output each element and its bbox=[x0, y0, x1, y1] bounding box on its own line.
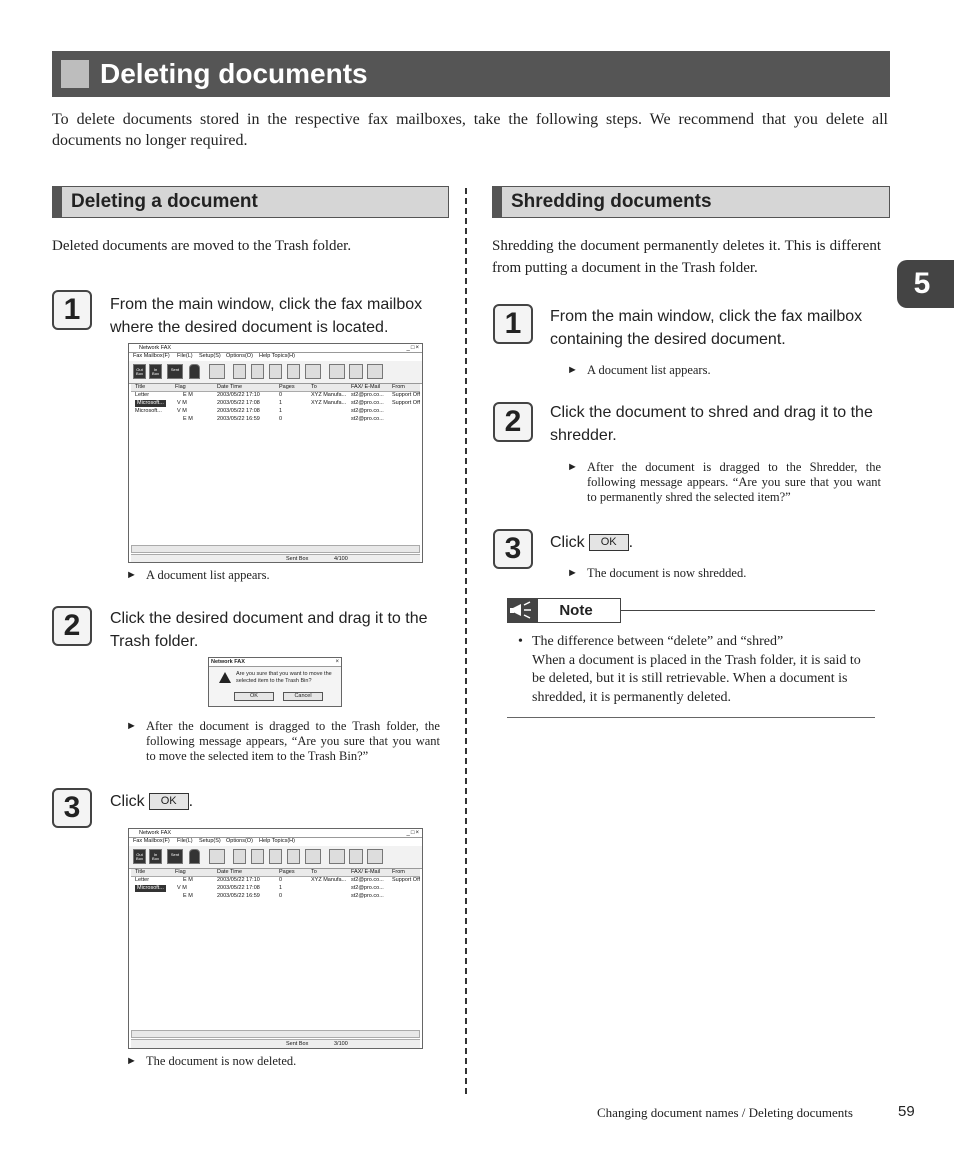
outbox-icon bbox=[133, 364, 146, 379]
horizontal-scrollbar bbox=[131, 545, 420, 553]
cell: st2@pro.co... bbox=[351, 877, 384, 883]
status-folder: Sent Box bbox=[286, 556, 309, 562]
note-bullet-body: When a document is placed in the Trash folder, it is said to be deleted, but it is still retrievable. When a document is shredded, it is permanently deleted. bbox=[532, 652, 861, 705]
trash-icon bbox=[189, 364, 200, 379]
section-heading-text: Deleting a document bbox=[71, 191, 258, 212]
page-number: 59 bbox=[898, 1103, 915, 1120]
view-icon bbox=[233, 849, 246, 864]
step-result bbox=[567, 566, 881, 582]
column-header: Date Time bbox=[217, 384, 243, 390]
cell: st2@pro.co... bbox=[351, 885, 384, 891]
cell: Microsoft... bbox=[137, 885, 164, 891]
megaphone-icon bbox=[507, 598, 537, 623]
shredder-icon bbox=[367, 364, 383, 379]
column-header: FAX/ E-Mail bbox=[351, 384, 381, 390]
step-instruction: From the main window, click the fax mailbox containing the desired document. bbox=[550, 308, 863, 348]
cell: E M bbox=[183, 893, 193, 899]
ok-button-image: OK bbox=[149, 793, 189, 810]
table-row bbox=[131, 893, 420, 900]
sent-icon bbox=[167, 364, 183, 379]
trash-icon bbox=[189, 849, 200, 864]
outbox-icon bbox=[133, 849, 146, 864]
table-row bbox=[131, 877, 420, 884]
cell: 2003/05/22 17:08 bbox=[217, 885, 260, 891]
cell: Letter bbox=[135, 877, 150, 883]
footer-text: Changing document names / Deleting documents bbox=[597, 1105, 853, 1120]
cell: 2003/05/22 17:10 bbox=[217, 877, 260, 883]
cell: V M bbox=[177, 400, 187, 406]
table-row bbox=[131, 416, 420, 423]
step-text-end: . bbox=[628, 534, 634, 551]
note-bullet bbox=[518, 633, 870, 707]
step-result bbox=[567, 460, 881, 506]
section-intro: Shredding the document permanently deletes it. This is different from putting a document in the Trash folder. bbox=[492, 238, 881, 276]
address-icon bbox=[349, 364, 363, 379]
menu-item: Options(O) bbox=[226, 353, 253, 359]
envelope-icon bbox=[209, 849, 225, 864]
cell: 0 bbox=[279, 416, 283, 422]
column-header: Title bbox=[135, 869, 146, 875]
result-arrow-icon: ► bbox=[126, 569, 137, 581]
column-header: FAX/ E-Mail bbox=[351, 869, 381, 875]
toolbar bbox=[129, 361, 422, 384]
inbox-icon bbox=[149, 849, 162, 864]
table-row bbox=[131, 885, 420, 892]
column-header: Date Time bbox=[217, 869, 243, 875]
confirm-dialog bbox=[208, 657, 342, 707]
view-icon bbox=[233, 364, 246, 379]
status-bar bbox=[131, 554, 420, 563]
cell: E M bbox=[183, 877, 193, 883]
warning-icon bbox=[219, 672, 231, 683]
status-count: 4/100 bbox=[334, 556, 348, 562]
step-number: 3 bbox=[52, 788, 92, 828]
forward-icon bbox=[287, 849, 300, 864]
result-arrow-icon: ► bbox=[567, 364, 578, 376]
cell: Letter bbox=[135, 392, 150, 398]
step-result bbox=[126, 568, 444, 584]
step-result bbox=[567, 363, 881, 379]
cell: 0 bbox=[279, 392, 283, 398]
check-icon bbox=[329, 849, 345, 864]
step-number: 2 bbox=[52, 606, 92, 646]
cell: st2@pro.co... bbox=[351, 416, 384, 422]
step-instruction bbox=[550, 531, 882, 554]
step-number: 2 bbox=[493, 402, 533, 442]
menu-item: Help Topics(H) bbox=[259, 838, 295, 844]
result-text: After the document is dragged to the Trash folder, the following message appears, “Are you sure that you want to move the selected item to the Trash Bin?” bbox=[146, 719, 440, 763]
section-heading-bar bbox=[493, 187, 502, 217]
table-row bbox=[131, 408, 420, 415]
result-text: A document list appears. bbox=[587, 363, 711, 377]
step-number: 1 bbox=[52, 290, 92, 330]
status-bar bbox=[131, 1039, 420, 1048]
note-rule bbox=[621, 610, 875, 611]
toolbar-label: In Box bbox=[152, 367, 159, 376]
ok-button-image: OK bbox=[589, 534, 629, 551]
column-header: Flag bbox=[175, 384, 186, 390]
dialog-titlebar bbox=[209, 658, 341, 667]
dialog-title: Network FAX bbox=[211, 659, 245, 665]
menu-bar bbox=[129, 353, 422, 360]
step-result bbox=[126, 719, 440, 765]
section-heading-text: Shredding documents bbox=[511, 191, 712, 212]
section-heading-bar bbox=[53, 187, 62, 217]
result-text: After the document is dragged to the Shredder, the following message appears. “Are you sure that you want to permanently shred the selected item?” bbox=[587, 460, 881, 504]
cell: 2003/05/22 16:59 bbox=[217, 893, 260, 899]
cell: 1 bbox=[279, 408, 283, 414]
cell: st2@pro.co... bbox=[351, 400, 384, 406]
horizontal-scrollbar bbox=[131, 1030, 420, 1038]
result-text: The document is now shredded. bbox=[587, 566, 747, 580]
column-header: Pages bbox=[279, 384, 295, 390]
menu-item: Setup(S) bbox=[199, 838, 221, 844]
dialog-ok-button: OK bbox=[234, 692, 274, 701]
note-body bbox=[518, 633, 870, 707]
sent-icon bbox=[167, 849, 183, 864]
menu-item: Help Topics(H) bbox=[259, 353, 295, 359]
check-icon bbox=[329, 364, 345, 379]
menu-bar bbox=[129, 838, 422, 845]
cell: 1 bbox=[279, 885, 283, 891]
step-text-end: . bbox=[188, 793, 194, 810]
page-title: Deleting documents bbox=[100, 58, 368, 89]
cell: st2@pro.co... bbox=[351, 408, 384, 414]
menu-item: Setup(S) bbox=[199, 353, 221, 359]
column-header: To bbox=[311, 869, 317, 875]
window-titlebar bbox=[129, 829, 422, 838]
note-bottom-rule bbox=[507, 717, 875, 718]
print-icon bbox=[269, 849, 282, 864]
envelope-icon bbox=[209, 364, 225, 379]
title-square-icon bbox=[61, 60, 89, 88]
dialog-message: Are you sure that you want to move the selected item to the Trash Bin? bbox=[236, 671, 332, 684]
chapter-number: 5 bbox=[913, 267, 931, 300]
menu-item: Options(O) bbox=[226, 838, 253, 844]
cell: XYZ Manufa... bbox=[311, 400, 347, 406]
step-instruction: Click the desired document and drag it to the Trash folder. bbox=[110, 610, 428, 650]
list-header bbox=[131, 869, 420, 877]
send-icon bbox=[305, 364, 321, 379]
edit-icon bbox=[251, 849, 264, 864]
cell: E M bbox=[183, 392, 193, 398]
note-bullet-title: The difference between “delete” and “shred” bbox=[532, 634, 784, 649]
section-heading-delete bbox=[52, 186, 449, 218]
shredder-icon bbox=[367, 849, 383, 864]
column-header: From bbox=[392, 869, 405, 875]
column-header: To bbox=[311, 384, 317, 390]
intro-paragraph: To delete documents stored in the respective fax mailboxes, take the following steps. We recommend that you delete all documents no longer required. bbox=[52, 111, 888, 149]
result-text: The document is now deleted. bbox=[146, 1054, 297, 1068]
address-icon bbox=[349, 849, 363, 864]
cell: st2@pro.co... bbox=[351, 392, 384, 398]
print-icon bbox=[269, 364, 282, 379]
toolbar-label: Out Box bbox=[136, 852, 143, 861]
toolbar bbox=[129, 846, 422, 869]
step-number: 1 bbox=[493, 304, 533, 344]
cell: V M bbox=[177, 408, 187, 414]
cell: Microsoft... bbox=[135, 408, 162, 414]
cell: Support Off bbox=[392, 877, 421, 883]
cell: V M bbox=[177, 885, 187, 891]
table-row bbox=[131, 392, 420, 399]
cell: Support Off bbox=[392, 400, 421, 406]
send-icon bbox=[305, 849, 321, 864]
inbox-icon bbox=[149, 364, 162, 379]
cell: 1 bbox=[279, 400, 283, 406]
cell: 2003/05/22 17:08 bbox=[217, 408, 260, 414]
menu-item: File(L) bbox=[177, 838, 193, 844]
toolbar-label: Out Box bbox=[136, 367, 143, 376]
menu-item: File(L) bbox=[177, 353, 193, 359]
step-result bbox=[126, 1054, 444, 1070]
window-title: Network FAX bbox=[139, 830, 172, 836]
section-heading-shred bbox=[492, 186, 890, 218]
window-buttons: _□× bbox=[406, 830, 420, 836]
result-arrow-icon: ► bbox=[567, 461, 578, 473]
column-divider bbox=[465, 188, 467, 1094]
column-header: From bbox=[392, 384, 405, 390]
cell: 2003/05/22 17:08 bbox=[217, 400, 260, 406]
toolbar-label: Sent bbox=[170, 367, 180, 372]
section-intro: Deleted documents are moved to the Trash folder. bbox=[52, 238, 352, 254]
app-screenshot bbox=[128, 343, 423, 563]
table-row bbox=[131, 400, 420, 407]
cell: Microsoft... bbox=[137, 400, 164, 406]
step-instruction: Click the document to shred and drag it to the shredder. bbox=[550, 404, 873, 444]
toolbar-label: In Box bbox=[152, 852, 159, 861]
edit-icon bbox=[251, 364, 264, 379]
column-header: Flag bbox=[175, 869, 186, 875]
status-count: 3/100 bbox=[334, 1041, 348, 1047]
result-text: A document list appears. bbox=[146, 568, 270, 582]
menu-item: Fax Mailbox(F) bbox=[133, 353, 170, 359]
result-arrow-icon: ► bbox=[126, 1055, 137, 1067]
toolbar-label: Sent bbox=[170, 852, 180, 857]
window-titlebar bbox=[129, 344, 422, 353]
cell: XYZ Manufa... bbox=[311, 392, 347, 398]
result-arrow-icon: ► bbox=[126, 720, 137, 732]
cell: 2003/05/22 17:10 bbox=[217, 392, 260, 398]
result-arrow-icon: ► bbox=[567, 567, 578, 579]
list-header bbox=[131, 384, 420, 392]
close-icon: × bbox=[335, 659, 339, 665]
cell: E M bbox=[183, 416, 193, 422]
step-text: Click bbox=[550, 534, 585, 551]
step-instruction bbox=[110, 790, 445, 813]
window-title: Network FAX bbox=[139, 345, 172, 351]
cell: 0 bbox=[279, 877, 283, 883]
dialog-cancel-button: Cancel bbox=[283, 692, 323, 701]
status-folder: Sent Box bbox=[286, 1041, 309, 1047]
note-label: Note bbox=[559, 602, 593, 619]
column-header: Title bbox=[135, 384, 146, 390]
step-instruction: From the main window, click the fax mailbox where the desired document is located. bbox=[110, 296, 423, 336]
menu-item: Fax Mailbox(F) bbox=[133, 838, 170, 844]
cell: 2003/05/22 16:59 bbox=[217, 416, 260, 422]
cell: 0 bbox=[279, 893, 283, 899]
step-text: Click bbox=[110, 793, 145, 810]
bullet-icon: • bbox=[518, 634, 523, 649]
app-screenshot bbox=[128, 828, 423, 1049]
cell: Support Off bbox=[392, 392, 421, 398]
cell: st2@pro.co... bbox=[351, 893, 384, 899]
step-number: 3 bbox=[493, 529, 533, 569]
forward-icon bbox=[287, 364, 300, 379]
cell: XYZ Manufa... bbox=[311, 877, 347, 883]
window-buttons: _□× bbox=[406, 345, 420, 351]
column-header: Pages bbox=[279, 869, 295, 875]
